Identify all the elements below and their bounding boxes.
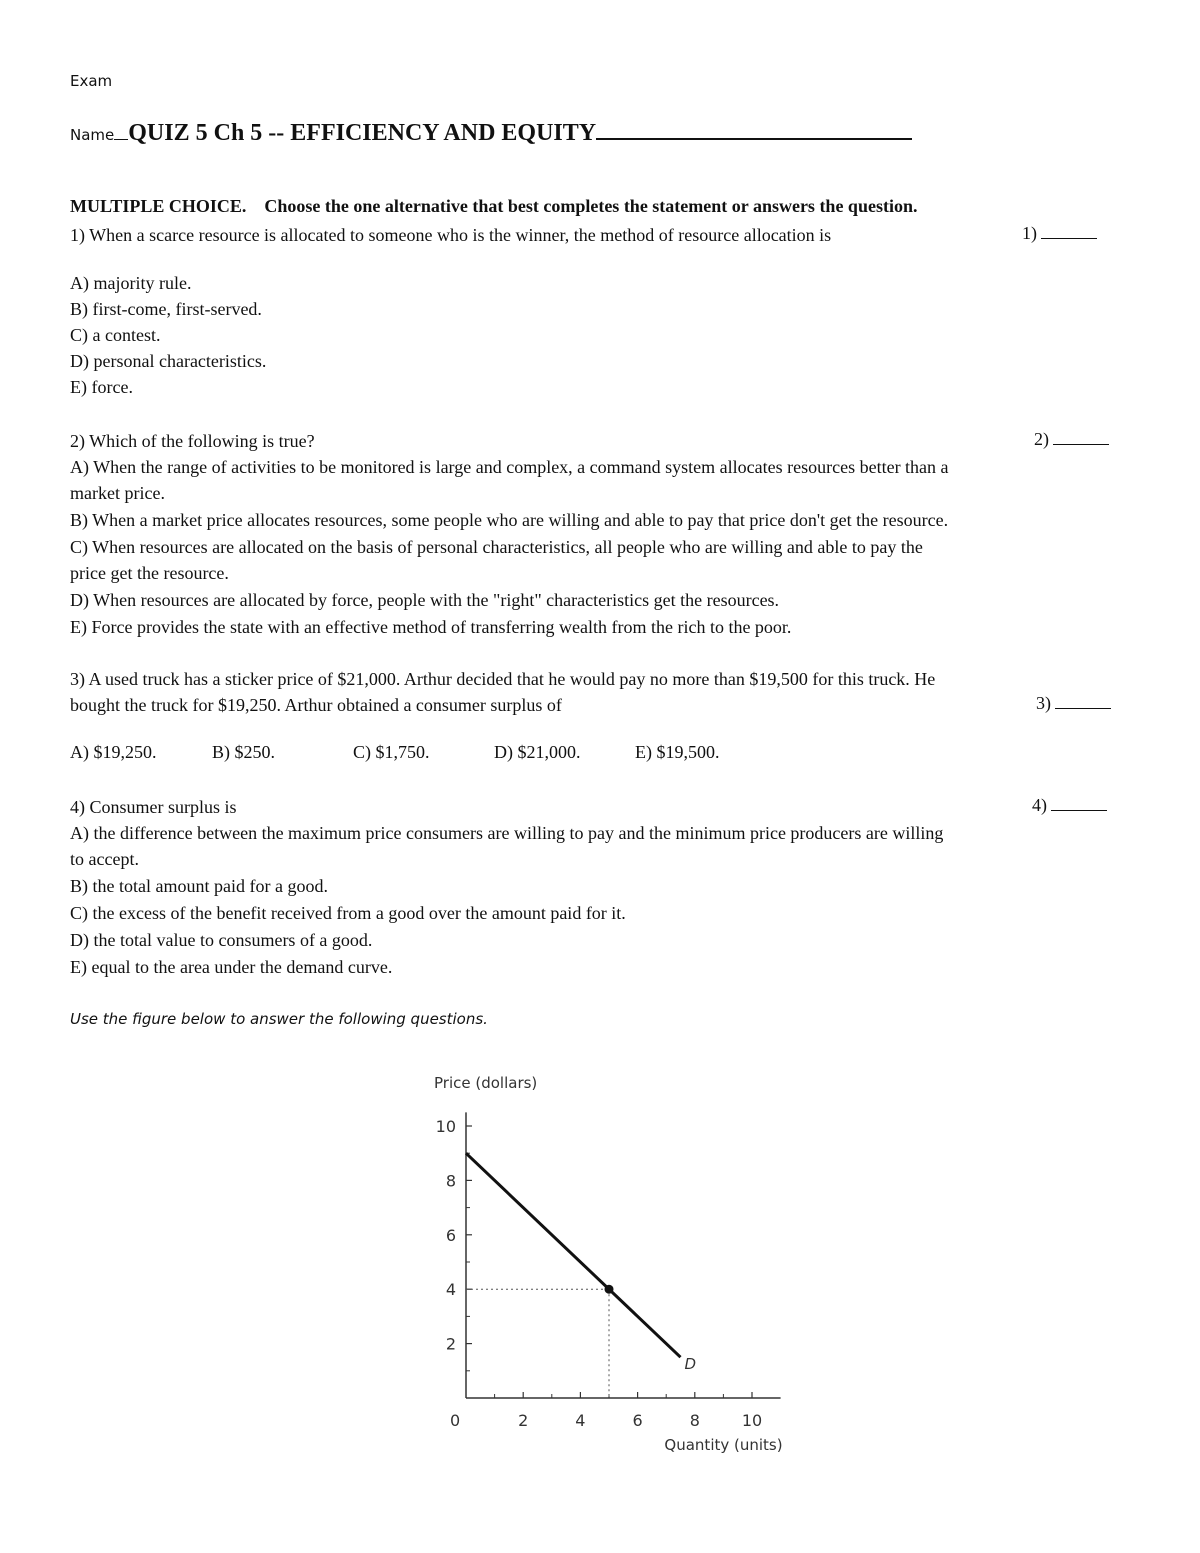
x-tick-label: 8 — [689, 1411, 700, 1430]
quiz-title: QUIZ 5 Ch 5 -- EFFICIENCY AND EQUITY — [128, 120, 597, 146]
demand-curve — [466, 1153, 681, 1357]
question-3-stem-line: bought the truck for $19,250. Arthur obtained a consumer surplus of — [70, 695, 562, 715]
answer-blank-3[interactable] — [1055, 692, 1111, 709]
y-tick-label: 6 — [445, 1225, 456, 1245]
x-tick-label: 2 — [518, 1411, 529, 1430]
name-label: Name — [70, 126, 115, 144]
question-2-option: C) When resources are allocated on the basis of personal characteristics, all people who are willing and able to pay the — [70, 537, 923, 557]
question-4-stem: 4) Consumer surplus is — [70, 797, 237, 817]
name-line — [70, 116, 912, 147]
x-axis-label: Quantity (units) — [664, 1436, 783, 1454]
question-2-option: D) When resources are allocated by force, people with the "right" characteristics get the resources. — [70, 590, 780, 610]
question-4-option: C) the excess of the benefit received from a good over the amount paid for it. — [70, 903, 626, 923]
figure-note: Use the figure below to answer the following questions. — [70, 1010, 488, 1028]
y-tick-label: 2 — [445, 1334, 456, 1354]
answer-slot-4[interactable] — [1032, 794, 1107, 816]
question-2-option-cont: market price. — [70, 483, 165, 503]
question-1-stem: 1) When a scarce resource is allocated to someone who is the winner, the method of resource allocation is — [70, 225, 832, 245]
question-4-option: B) the total amount paid for a good. — [70, 876, 328, 896]
question-2-option: A) When the range of activities to be monitored is large and complex, a command system allocates resources better than a — [70, 457, 949, 477]
name-underline-lead — [114, 125, 128, 140]
instructions — [70, 196, 917, 217]
answer-blank-4[interactable] — [1051, 794, 1107, 811]
question-2-option: B) When a market price allocates resources, some people who are willing and able to pay that price don't get the resource. — [70, 510, 949, 530]
question-4-option: E) equal to the area under the demand curve. — [70, 957, 393, 977]
question-1-option: C) a contest. — [70, 325, 161, 345]
question-3-option: B) $250. — [212, 742, 275, 762]
answer-slot-2[interactable] — [1034, 428, 1109, 450]
question-4-option-cont: to accept. — [70, 849, 139, 869]
name-blank[interactable] — [596, 116, 912, 140]
question-3-option: A) $19,250. — [70, 742, 157, 762]
x-tick-label: 10 — [741, 1411, 763, 1430]
x-tick-label: 6 — [632, 1411, 643, 1430]
answer-slot-3[interactable] — [1036, 692, 1111, 714]
answer-blank-1[interactable] — [1041, 222, 1097, 239]
instructions-text: Choose the one alternative that best completes the statement or answers the question. — [264, 196, 918, 216]
y-tick-label: 4 — [445, 1280, 456, 1300]
answer-slot-1[interactable] — [1022, 222, 1097, 244]
question-4-option: D) the total value to consumers of a good. — [70, 930, 373, 950]
answer-label-3: 3) — [1036, 693, 1051, 713]
question-1-option: A) majority rule. — [70, 273, 192, 293]
x-tick-label: 0 — [450, 1411, 461, 1430]
question-2-stem: 2) Which of the following is true? — [70, 431, 315, 451]
exam-label: Exam — [70, 72, 113, 90]
question-2-option: E) Force provides the state with an effective method of transferring wealth from the rich to the poor. — [70, 617, 792, 637]
question-3-stem-line: 3) A used truck has a sticker price of $21,000. Arthur decided that he would pay no more than $19,500 for this truck. He — [70, 669, 936, 689]
equilibrium-point — [605, 1285, 614, 1294]
question-3-option: D) $21,000. — [494, 742, 581, 762]
y-tick-label: 10 — [435, 1117, 456, 1136]
answer-label-4: 4) — [1032, 795, 1047, 815]
section-heading: MULTIPLE CHOICE. — [70, 196, 247, 216]
question-1-option: E) force. — [70, 377, 133, 397]
question-3-option: C) $1,750. — [353, 742, 430, 762]
curve-label-d: D — [684, 1355, 697, 1374]
question-1-option: D) personal characteristics. — [70, 351, 267, 371]
answer-label-2: 2) — [1034, 429, 1049, 449]
question-4-option: A) the difference between the maximum price consumers are willing to pay and the minimum price producers are willing — [70, 823, 944, 843]
question-1-option: B) first-come, first-served. — [70, 299, 262, 319]
demand-chart — [420, 1060, 800, 1460]
question-3-option: E) $19,500. — [635, 742, 720, 762]
question-2-option-cont: price get the resource. — [70, 563, 229, 583]
answer-blank-2[interactable] — [1053, 428, 1109, 445]
y-axis-label: Price (dollars) — [434, 1074, 538, 1092]
answer-label-1: 1) — [1022, 223, 1037, 243]
x-tick-label: 4 — [575, 1411, 586, 1430]
y-tick-label: 8 — [445, 1171, 456, 1191]
